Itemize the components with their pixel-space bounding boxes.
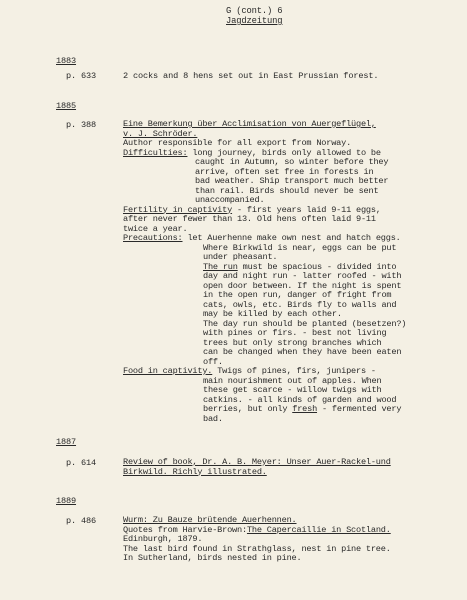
food-line-5: berries, but only fresh - fermented very (203, 404, 402, 414)
precautions-line-6: open door between. If the night is spent (203, 280, 402, 291)
entry-1889-line-5: In Sutherland, birds nested in pine. (123, 553, 302, 563)
fertility-line-3: twice a year. (123, 223, 188, 234)
precautions-line-11: with pines or firs. - best not living (203, 328, 387, 338)
entry-1885-author: v. J. Schröder. (123, 128, 198, 139)
difficulties-label: Difficulties: (123, 147, 188, 158)
entry-1889-line-2: Quotes from Harvie-Brown:The Capercaillie in Scotland. (123, 524, 391, 535)
difficulties-line-2: caught in Autumn, so winter before they (195, 157, 389, 167)
fertility-line-1: Fertility in captivity - first years laid 9-11 eggs, (123, 204, 381, 215)
entry-1889-line-3: Edinburgh, 1879. (123, 534, 203, 544)
precautions-line-7: in the open run, danger of fright from (203, 290, 392, 300)
entry-1885-title: Eine Bemerkung über Acclimisation von Auergeflügel, (123, 119, 376, 129)
difficulties-line-5: than rail. Birds should never be sent (195, 185, 379, 196)
entry-1885 (123, 120, 406, 424)
year-1883: 1883 (56, 56, 77, 66)
page-ref-1887: p. 614 (66, 458, 97, 468)
entry-1885-author-note: Author responsible for all export from Norway. (123, 138, 352, 148)
food-line-3: these get scarce - willow twigs with (203, 385, 382, 395)
fertility-label: Fertility in captivity (123, 204, 233, 215)
difficulties-line-4: bad weather. Ship transport much better (195, 176, 389, 186)
food-line-1: Food in captivity. Twigs of pines, firs, junipers - (123, 366, 376, 376)
header-journal-title: Jagdzeitung (226, 16, 283, 26)
precautions-line-12: trees but only strong branches which (203, 337, 382, 348)
year-1885: 1885 (56, 101, 77, 111)
page-ref-1885: p. 388 (66, 120, 97, 130)
precautions-label: Precautions: (123, 233, 183, 243)
food-line-4: catkins. - all kinds of garden and wood (203, 394, 397, 405)
food-line-6: bad. (203, 413, 223, 424)
entry-1889-line-4: The last bird found in Strathglass, nest in pine tree. (123, 543, 391, 554)
food-line-2: main nourishment out of apples. When (203, 375, 382, 386)
entry-1883-text: 2 cocks and 8 hens set out in East Prussian forest. (123, 71, 379, 81)
precautions-line-9: may be killed by each other. (203, 309, 342, 319)
page-ref-1883: p. 633 (66, 71, 97, 81)
precautions-line-1: Precautions: let Auerhenne make own nest and hatch eggs. (123, 233, 401, 243)
entry-1887-line-1: Review of book, Dr. A. B. Meyer: Unser Auer-Rackel-und (123, 457, 391, 467)
precautions-line-14: off. (203, 356, 223, 367)
entry-1889 (123, 516, 391, 564)
entry-1889-line-1: Wurm: Zu Bauze brütende Auerhennen. (123, 515, 297, 525)
precautions-line-4: The run must be spacious - divided into (203, 261, 397, 272)
precautions-line-3: under pheasant. (203, 252, 278, 262)
entry-1887-line-2: Birkwild. Richly illustrated. (123, 466, 267, 477)
precautions-line-8: cats, owls, etc. Birds fly to walls and (203, 299, 397, 310)
food-fresh-emphasis: fresh (292, 404, 318, 414)
precautions-line-13: can be changed when they have been eaten (203, 347, 402, 357)
year-1887: 1887 (56, 437, 77, 447)
precautions-line-10: The day run should be planted (besetzen?) (203, 318, 407, 329)
page-ref-1889: p. 486 (66, 516, 97, 526)
difficulties-line-1: Difficulties: long journey, birds only allowed to be (123, 147, 381, 158)
entry-1889-book-title: The Capercaillie in Scotland. (246, 524, 391, 535)
difficulties-line-3: arrive, often set free in forests in (195, 166, 374, 177)
header-section-label: G (cont.) 6 (226, 6, 283, 16)
food-label: Food in captivity. (123, 366, 213, 376)
year-1889: 1889 (56, 496, 77, 506)
difficulties-line-6: unaccompanied. (195, 195, 265, 205)
precautions-line-5: day and night run - latter roofed - with (203, 271, 402, 281)
run-label: The run (203, 261, 238, 272)
precautions-line-2: Where Birkwild is near, eggs can be put (203, 242, 397, 253)
fertility-line-2: after never fewer than 13. Old hens often laid 9-11 (123, 214, 376, 224)
entry-1887 (123, 458, 391, 477)
